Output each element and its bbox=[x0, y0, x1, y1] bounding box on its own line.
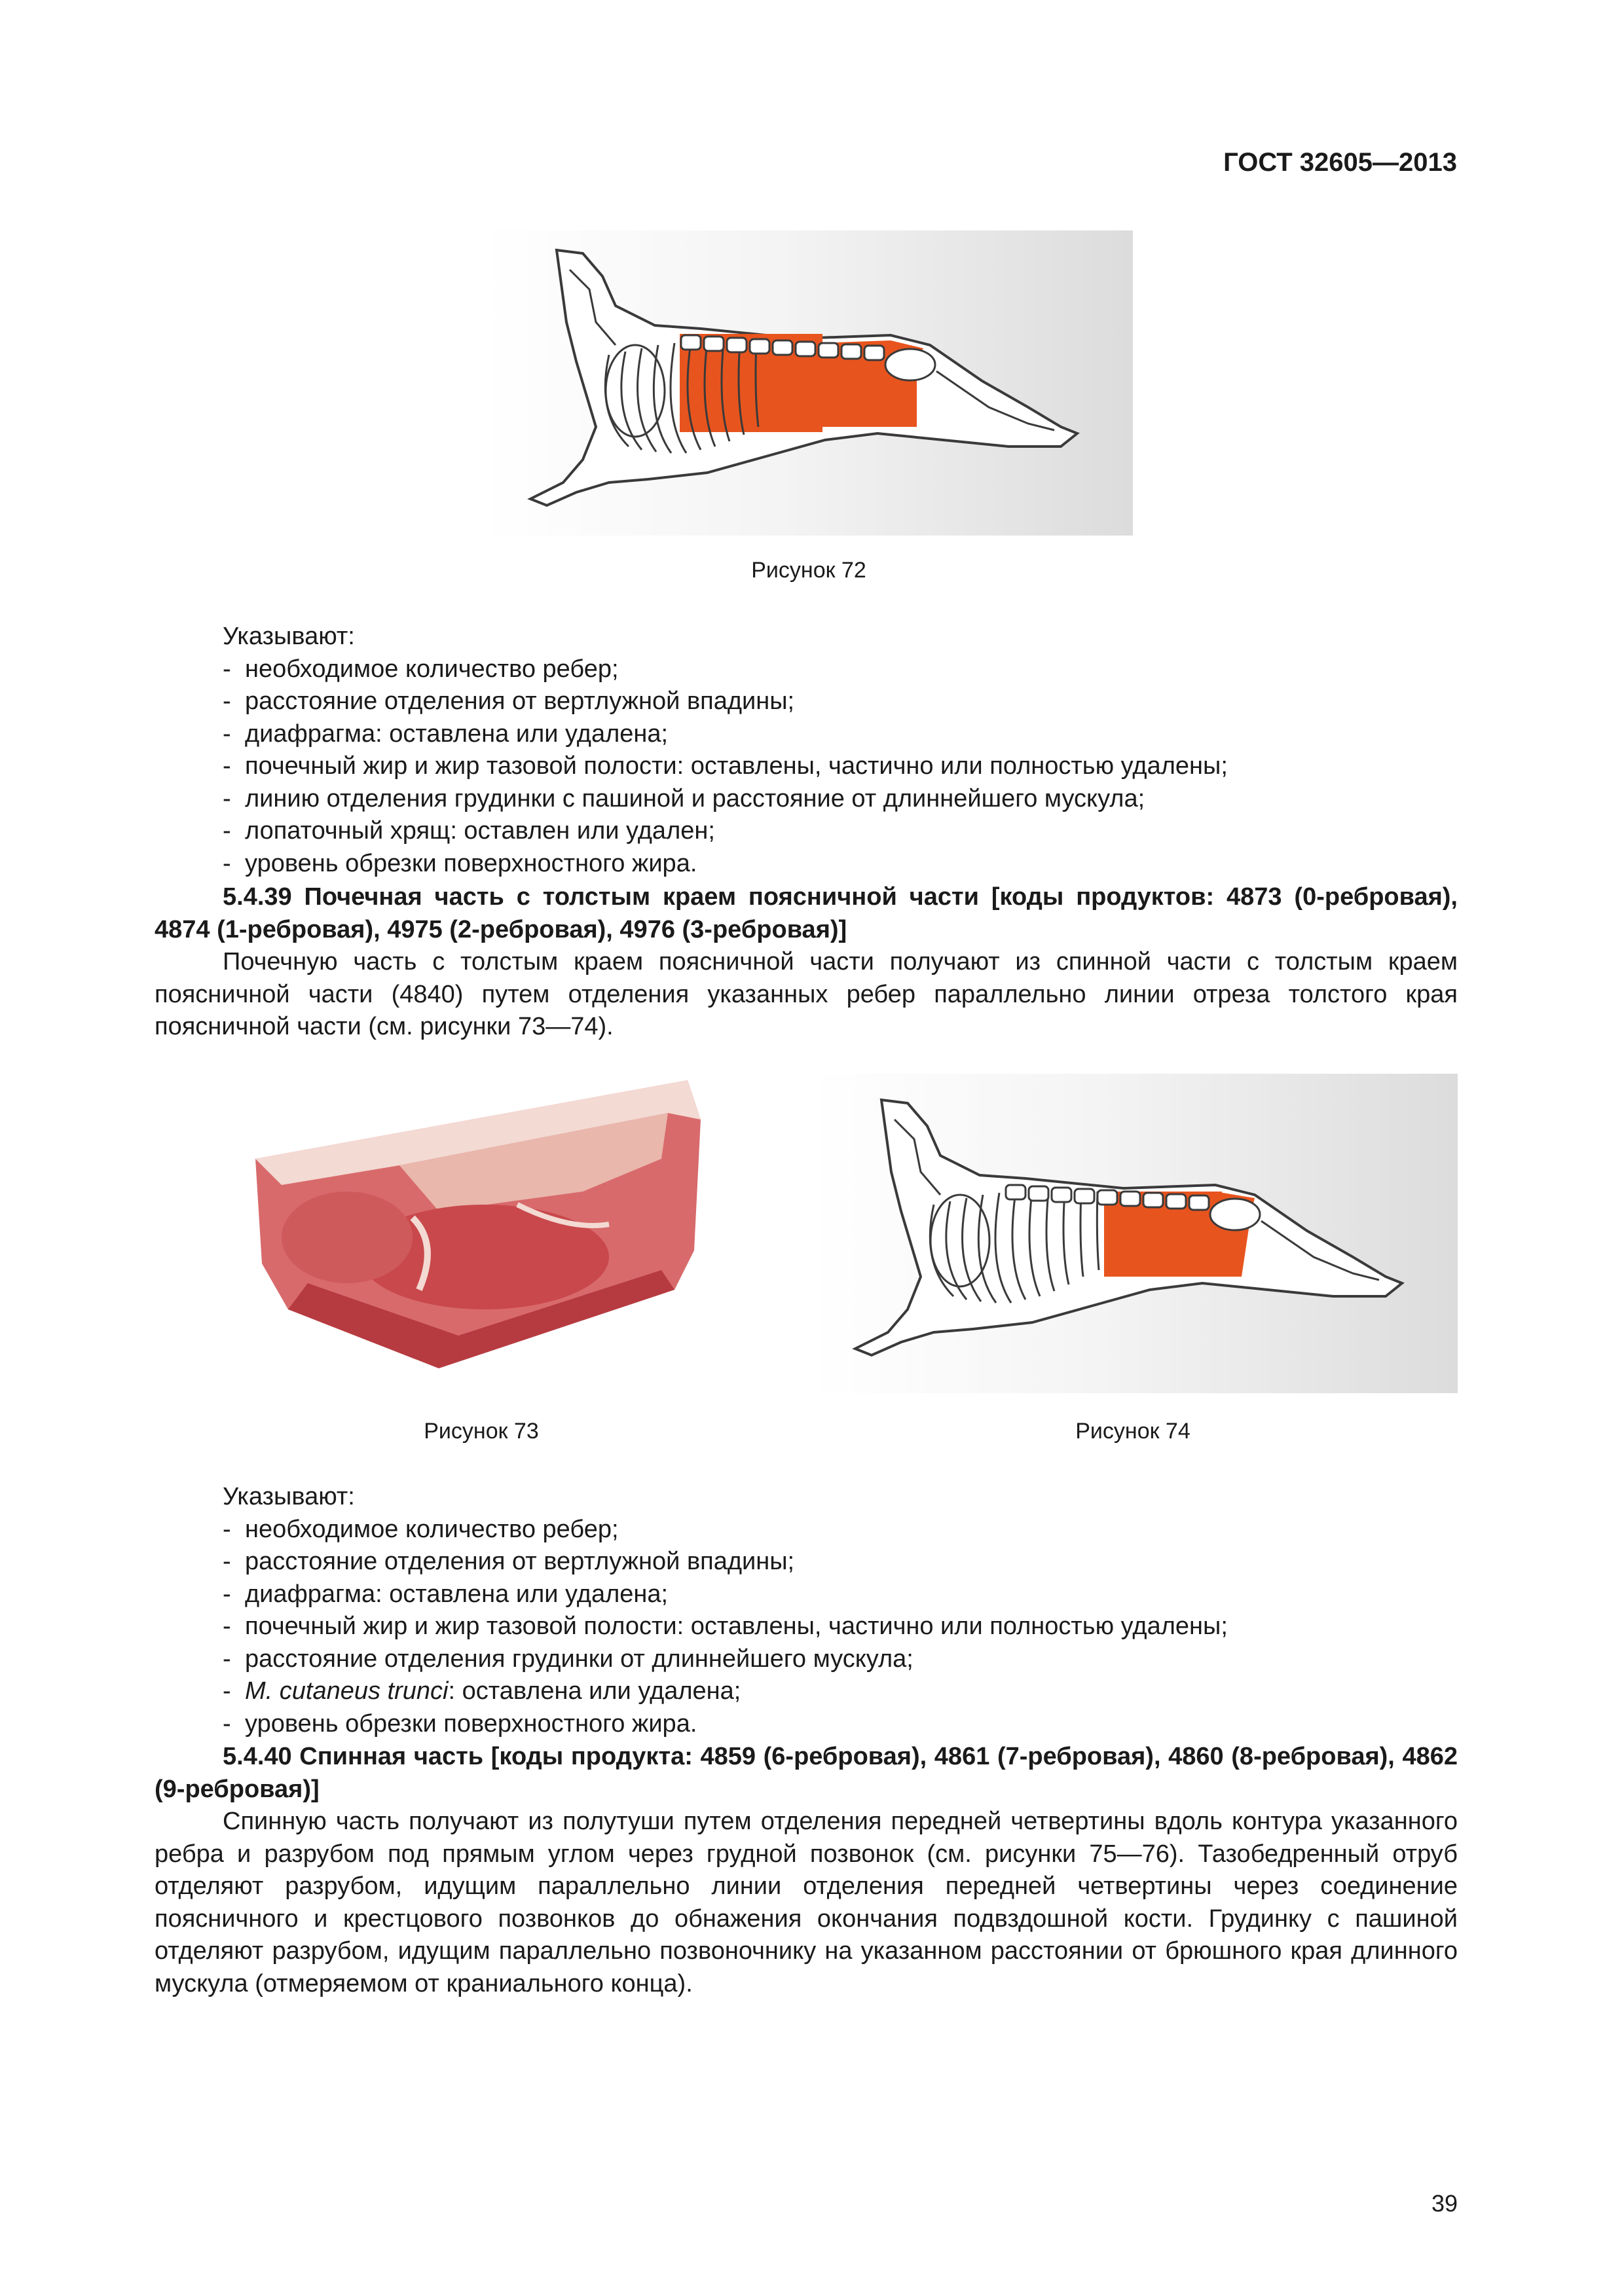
list-1 bbox=[223, 621, 1460, 880]
meat-cut-photo-icon bbox=[242, 1074, 714, 1368]
list-item: - необходимое количество ребер; bbox=[223, 655, 619, 683]
standard-number: ГОСТ 32605—2013 bbox=[1223, 148, 1457, 177]
section-heading-5-4-40: 5.4.40 Спинная часть [коды продукта: 4859 (6-ребровая), 4861 (7-ребровая), 4860 (8-ребровая), 4862 (9-ребровая)] bbox=[155, 1743, 1458, 1803]
list-item: - почечный жир и жир тазовой полости: оставлены, частично или полностью удалены; bbox=[223, 752, 1228, 780]
list-item: - почечный жир и жир тазовой полости: оставлены, частично или полностью удалены; bbox=[223, 1613, 1228, 1640]
list-item: - расстояние отделения грудинки от длиннейшего мускула; bbox=[223, 1645, 913, 1673]
carcass-diagram-icon bbox=[809, 1074, 1458, 1393]
figure-74-image bbox=[809, 1074, 1458, 1393]
list-intro: Указывают: bbox=[223, 1483, 355, 1510]
list-item: - лопаточный хрящ: оставлен или удален; bbox=[223, 817, 715, 845]
figure-73-caption: Рисунок 73 bbox=[424, 1419, 539, 1444]
list-item: - уровень обрезки поверхностного жира. bbox=[223, 849, 697, 877]
section-body-5-4-40: Спинную часть получают из полутуши путем отделения передней четвертины вдоль контура указанного ребра и разрубом под прямым углом через грудной позвонок (см. рисунки 75—76). Тазобедренный отруб отделяют разрубом, идущим параллельно линии отделения передней четвертины через соединение поясничного и крестцового позвонков до обнажения окончания подвздошной кости. Грудинку с пашиной отделяют разрубом, идущим параллельно позвоночнику на указанном расстоянии от брюшного края длинного мускула (отмеряемом от краниального конца). bbox=[155, 1808, 1458, 1997]
list-item: - уровень обрезки поверхностного жира. bbox=[223, 1709, 697, 1738]
list-intro: Указывают: bbox=[223, 623, 355, 650]
list-2 bbox=[223, 1481, 1460, 1740]
page-number: 39 bbox=[1431, 2190, 1458, 2217]
section-heading-5-4-39: 5.4.39 Почечная часть с толстым краем поясничной части [коды продуктов: 4873 (0-ребровая), 4874 (1-ребровая), 4975 (2-ребровая), 4976 (3-ребровая)] bbox=[155, 883, 1458, 943]
list-item: - диафрагма: оставлена или удалена; bbox=[223, 1580, 669, 1608]
list-item: - диафрагма: оставлена или удалена; bbox=[223, 720, 669, 748]
figure-73-image bbox=[242, 1074, 714, 1368]
list-item: - линию отделения грудинки с пашиной и расстояние от длиннейшего мускула; bbox=[223, 784, 1145, 812]
figure-74-caption: Рисунок 74 bbox=[1075, 1419, 1190, 1444]
list-item: - расстояние отделения от вертлужной впадины; bbox=[223, 687, 795, 715]
figure-72-caption: Рисунок 72 bbox=[751, 558, 866, 583]
list-item: - M. cutaneus trunci: оставлена или удалена; bbox=[223, 1677, 741, 1705]
list-item: - расстояние отделения от вертлужной впадины; bbox=[223, 1548, 795, 1575]
carcass-diagram-icon bbox=[485, 230, 1133, 536]
list-item: - необходимое количество ребер; bbox=[223, 1515, 619, 1543]
section-body-5-4-39: Почечную часть с толстым краем поясничной части получают из спинной части с толстым краем поясничной части (4840) путем отделения указанных ребер параллельно линии отреза толстого края поясничной части (см. рисунки 73—74). bbox=[155, 948, 1458, 1040]
figure-72-image bbox=[485, 230, 1133, 536]
